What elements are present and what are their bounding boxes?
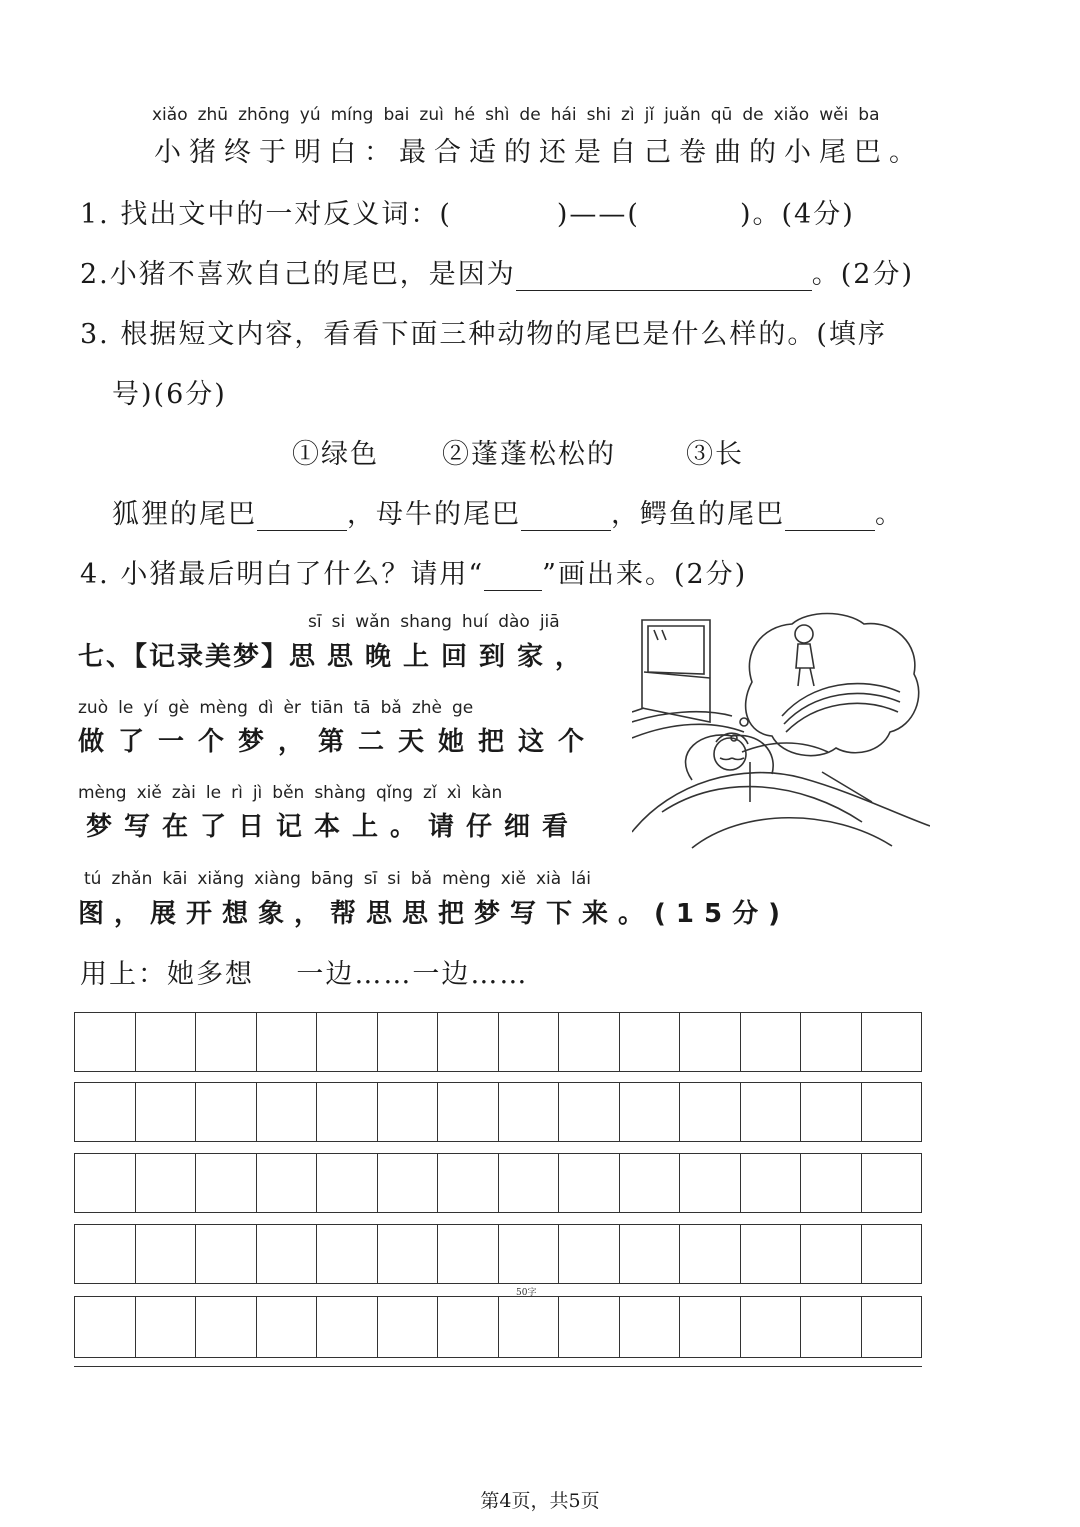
sec7-pinyin-syllable: sī: [308, 612, 322, 632]
sec7-pinyin-syllable: ge: [451, 698, 474, 718]
grid-cell[interactable]: [499, 1154, 560, 1212]
sec7-pinyin-syllable: mèng: [199, 698, 248, 718]
q3-cow-label: ，母牛的尾巴: [347, 499, 521, 530]
sec7-pinyin-syllable: bǎ: [410, 869, 433, 889]
q2-answer-line[interactable]: [516, 264, 812, 291]
sec7-pinyin-syllable: xiě: [136, 783, 162, 803]
story-pinyin-syllable: zhōng: [238, 105, 290, 125]
grid-cell[interactable]: [559, 1225, 620, 1283]
q4-suffix: ”画出来。(2分): [542, 559, 748, 590]
sec7-pinyin-syllable: bǎ: [380, 698, 402, 718]
grid-cell[interactable]: [499, 1013, 560, 1071]
grid-cell[interactable]: [559, 1083, 620, 1141]
q3-croc-blank[interactable]: [785, 504, 875, 531]
q3-fox-blank[interactable]: [257, 504, 347, 531]
grid-cell[interactable]: [438, 1154, 499, 1212]
sec7-row4-text: 图，展开想象，帮思思把梦写下来。(15分): [78, 899, 790, 929]
story-pinyin-syllable: shi: [586, 105, 611, 125]
q3-cow-blank[interactable]: [521, 504, 611, 531]
sec7-row2-text: 做了一个梦，第二天她把这个: [78, 727, 599, 757]
grid-cell[interactable]: [559, 1297, 620, 1357]
writing-grid-row-5[interactable]: [74, 1296, 922, 1358]
question-3-line1: 3. 根据短文内容，看看下面三种动物的尾巴是什么样的。(填序: [80, 319, 887, 350]
sec7-pinyin-syllable: wǎn: [355, 612, 391, 632]
sec7-label: 七、【记录美梦】: [78, 642, 290, 672]
grid-cell[interactable]: [620, 1297, 681, 1357]
grid-cell[interactable]: [801, 1083, 862, 1141]
sec7-pinyin-syllable: zhǎn: [111, 869, 153, 889]
grid-cell[interactable]: [862, 1297, 922, 1357]
q1-prefix: 1. 找出文中的一对反义词：(: [80, 199, 452, 230]
sec7-pinyin-syllable: le: [205, 783, 222, 803]
sec7-pinyin-syllable: xià: [535, 869, 562, 889]
grid-cell[interactable]: [317, 1154, 378, 1212]
writing-grid-row-2[interactable]: [74, 1082, 922, 1142]
sec7-pinyin-syllable: sī: [363, 869, 378, 889]
sec7-pinyin-syllable: zhè: [411, 698, 442, 718]
sec7-pinyin-syllable: mèng: [78, 783, 127, 803]
grid-cell[interactable]: [196, 1297, 257, 1357]
question-1: [80, 192, 855, 231]
sec7-pinyin-syllable: xì: [446, 783, 462, 803]
grid-cell[interactable]: [257, 1013, 318, 1071]
story-pinyin-syllable: wěi: [819, 105, 849, 125]
grid-cell[interactable]: [257, 1083, 318, 1141]
grid-cell[interactable]: [136, 1083, 197, 1141]
sec7-row1-text: 思思晚上回到家，: [289, 642, 594, 672]
grid-cell[interactable]: [438, 1297, 499, 1357]
grid-cell[interactable]: [741, 1154, 802, 1212]
grid-cell[interactable]: [620, 1083, 681, 1141]
sec7-pinyin-syllable: xiàng: [254, 869, 301, 889]
sec7-pinyin-syllable: dào: [498, 612, 530, 632]
grid-cell[interactable]: [378, 1225, 439, 1283]
sec7-pinyin-syllable: yí: [143, 698, 159, 718]
sec7-pinyin-syllable: gè: [168, 698, 190, 718]
sec7-row3-text: 梦写在了日记本上。请仔细看: [86, 812, 581, 842]
sec7-pinyin-syllable: èr: [283, 698, 301, 718]
grid-cell[interactable]: [499, 1083, 560, 1141]
grid-cell[interactable]: [559, 1154, 620, 1212]
sec7-pinyin-syllable: shang: [400, 612, 452, 632]
grid-cell[interactable]: [801, 1154, 862, 1212]
sec7-row2-pinyin: [78, 698, 483, 718]
grid-cell[interactable]: [499, 1225, 560, 1283]
sec7-pinyin-syllable: tā: [353, 698, 371, 718]
grid-cell[interactable]: [136, 1297, 197, 1357]
grid-cell[interactable]: [680, 1297, 741, 1357]
dream-illustration: [632, 612, 930, 852]
story-pinyin-syllable: jǐ: [644, 105, 655, 125]
sec7-pinyin-syllable: běn: [272, 783, 305, 803]
story-pinyin-syllable: juǎn: [664, 105, 701, 125]
grid-cell[interactable]: [378, 1083, 439, 1141]
grid-cell[interactable]: [680, 1154, 741, 1212]
story-pinyin-syllable: zuì: [419, 105, 444, 125]
grid-cell[interactable]: [196, 1083, 257, 1141]
grid-cell[interactable]: [499, 1297, 560, 1357]
story-pinyin-syllable: shì: [485, 105, 510, 125]
sec7-pinyin-syllable: si: [331, 612, 346, 632]
story-pinyin-syllable: bai: [383, 105, 410, 125]
q2-prefix: 2.小猪不喜欢自己的尾巴，是因为: [80, 259, 516, 290]
grid-cell[interactable]: [741, 1083, 802, 1141]
sec7-row1: [78, 636, 593, 673]
story-end-pinyin: [152, 105, 890, 125]
sec7-pinyin-syllable: xiě: [500, 869, 526, 889]
sec7-pinyin-syllable: zǐ: [423, 783, 437, 803]
q3-fox-label: 狐狸的尾巴: [112, 499, 257, 530]
writing-grid-row-3[interactable]: [74, 1153, 922, 1213]
page-number: 第4页，共5页: [480, 1490, 600, 1512]
sec7-pinyin-syllable: xiǎng: [197, 869, 245, 889]
question-3-line2: 号)(6分): [112, 379, 227, 410]
sec7-row1-pinyin: [308, 612, 570, 632]
sec7-pinyin-syllable: lái: [571, 869, 592, 889]
q1-mid: )——(: [556, 199, 640, 230]
story-pinyin-syllable: xiǎo: [773, 105, 810, 125]
grid-cell[interactable]: [680, 1013, 741, 1071]
sec7-pinyin-syllable: kāi: [162, 869, 188, 889]
story-pinyin-syllable: zì: [620, 105, 635, 125]
grid-cell[interactable]: [741, 1013, 802, 1071]
q1-suffix: )。(4分): [739, 199, 855, 230]
grid-cell[interactable]: [438, 1013, 499, 1071]
grid-cell[interactable]: [136, 1225, 197, 1283]
grid-cell[interactable]: [801, 1225, 862, 1283]
grid-cell[interactable]: [620, 1154, 681, 1212]
sec7-pinyin-syllable: si: [387, 869, 401, 889]
grid-cell[interactable]: [317, 1083, 378, 1141]
story-pinyin-syllable: zhū: [197, 105, 229, 125]
grid-cell[interactable]: [801, 1297, 862, 1357]
sec7-pinyin-syllable: zài: [171, 783, 196, 803]
grid-cell[interactable]: [378, 1013, 439, 1071]
question-4: [80, 552, 747, 591]
grid-cell[interactable]: [438, 1225, 499, 1283]
q4-prefix: 4. 小猪最后明白了什么？请用“: [80, 559, 485, 590]
sec7-pinyin-syllable: le: [118, 698, 134, 718]
grid-cell[interactable]: [317, 1013, 378, 1071]
grid-cell[interactable]: [75, 1013, 136, 1071]
grid-cell[interactable]: [257, 1225, 318, 1283]
sec7-pinyin-syllable: dì: [257, 698, 274, 718]
q3-option-3: ③长: [686, 439, 744, 470]
q4-mark-sample: [484, 564, 542, 591]
q2-suffix: 。(2分): [811, 259, 915, 290]
story-end-text: 小猪终于明白：最合适的还是自己卷曲的小尾巴。: [154, 137, 924, 168]
grid-cell[interactable]: [680, 1083, 741, 1141]
story-pinyin-syllable: xiǎo: [152, 105, 188, 125]
sec7-pinyin-syllable: tú: [84, 869, 102, 889]
grid-cell[interactable]: [620, 1013, 681, 1071]
grid-cell[interactable]: [317, 1225, 378, 1283]
story-pinyin-syllable: de: [519, 105, 541, 125]
story-pinyin-syllable: ba: [858, 105, 880, 125]
sec7-pinyin-syllable: kàn: [471, 783, 503, 803]
grid-cell[interactable]: [136, 1013, 197, 1071]
writing-grid-row-1[interactable]: [74, 1012, 922, 1072]
story-pinyin-syllable: qū: [710, 105, 733, 125]
grid-cell[interactable]: [196, 1225, 257, 1283]
grid-cell[interactable]: [741, 1297, 802, 1357]
grid-cell[interactable]: [75, 1154, 136, 1212]
sec7-pinyin-syllable: rì: [231, 783, 243, 803]
q3-fill-row: [112, 492, 904, 531]
grid-cell[interactable]: [75, 1083, 136, 1141]
grid-cell[interactable]: [136, 1154, 197, 1212]
grid-cell[interactable]: [196, 1154, 257, 1212]
story-pinyin-syllable: yú: [299, 105, 321, 125]
sec7-row4-pinyin: [84, 869, 601, 889]
grid-bottom-rule: [74, 1366, 922, 1367]
sec7-pinyin-syllable: zuò: [78, 698, 109, 718]
grid-cell[interactable]: [680, 1225, 741, 1283]
grid-cell[interactable]: [196, 1013, 257, 1071]
question-2: [80, 252, 914, 291]
grid-cell[interactable]: [257, 1297, 318, 1357]
grid-cell[interactable]: [378, 1297, 439, 1357]
story-pinyin-syllable: hái: [550, 105, 577, 125]
sec7-use-words: 用上：她多想 一边……一边……: [80, 959, 529, 990]
sec7-pinyin-syllable: mèng: [442, 869, 491, 889]
story-pinyin-syllable: de: [742, 105, 764, 125]
grid-cell[interactable]: [75, 1297, 136, 1357]
grid-cell[interactable]: [862, 1154, 922, 1212]
q3-option-2: ②蓬蓬松松的: [442, 439, 616, 470]
sec7-pinyin-syllable: tiān: [310, 698, 344, 718]
story-pinyin-syllable: míng: [330, 105, 374, 125]
sec7-pinyin-syllable: huí: [461, 612, 489, 632]
grid-cell[interactable]: [862, 1225, 922, 1283]
q3-option-1: ①绿色: [292, 439, 379, 470]
grid-cell[interactable]: [801, 1013, 862, 1071]
sec7-row3-pinyin: [78, 783, 512, 803]
sec7-pinyin-syllable: qǐng: [375, 783, 414, 803]
grid-cell[interactable]: [741, 1225, 802, 1283]
grid-cell[interactable]: [378, 1154, 439, 1212]
sec7-pinyin-syllable: jiā: [539, 612, 560, 632]
grid-50-char-marker: 50字: [516, 1288, 537, 1298]
grid-cell[interactable]: [620, 1225, 681, 1283]
grid-cell[interactable]: [75, 1225, 136, 1283]
sec7-pinyin-syllable: bāng: [310, 869, 354, 889]
story-pinyin-syllable: hé: [453, 105, 476, 125]
grid-cell[interactable]: [559, 1013, 620, 1071]
q3-end: 。: [875, 499, 904, 530]
writing-grid-row-4[interactable]: [74, 1224, 922, 1284]
grid-cell[interactable]: [862, 1083, 922, 1141]
grid-cell[interactable]: [438, 1083, 499, 1141]
grid-cell[interactable]: [862, 1013, 922, 1071]
sec7-pinyin-syllable: jì: [252, 783, 263, 803]
sec7-pinyin-syllable: shàng: [314, 783, 366, 803]
grid-cell[interactable]: [257, 1154, 318, 1212]
q3-croc-label: ，鳄鱼的尾巴: [611, 499, 785, 530]
grid-cell[interactable]: [317, 1297, 378, 1357]
